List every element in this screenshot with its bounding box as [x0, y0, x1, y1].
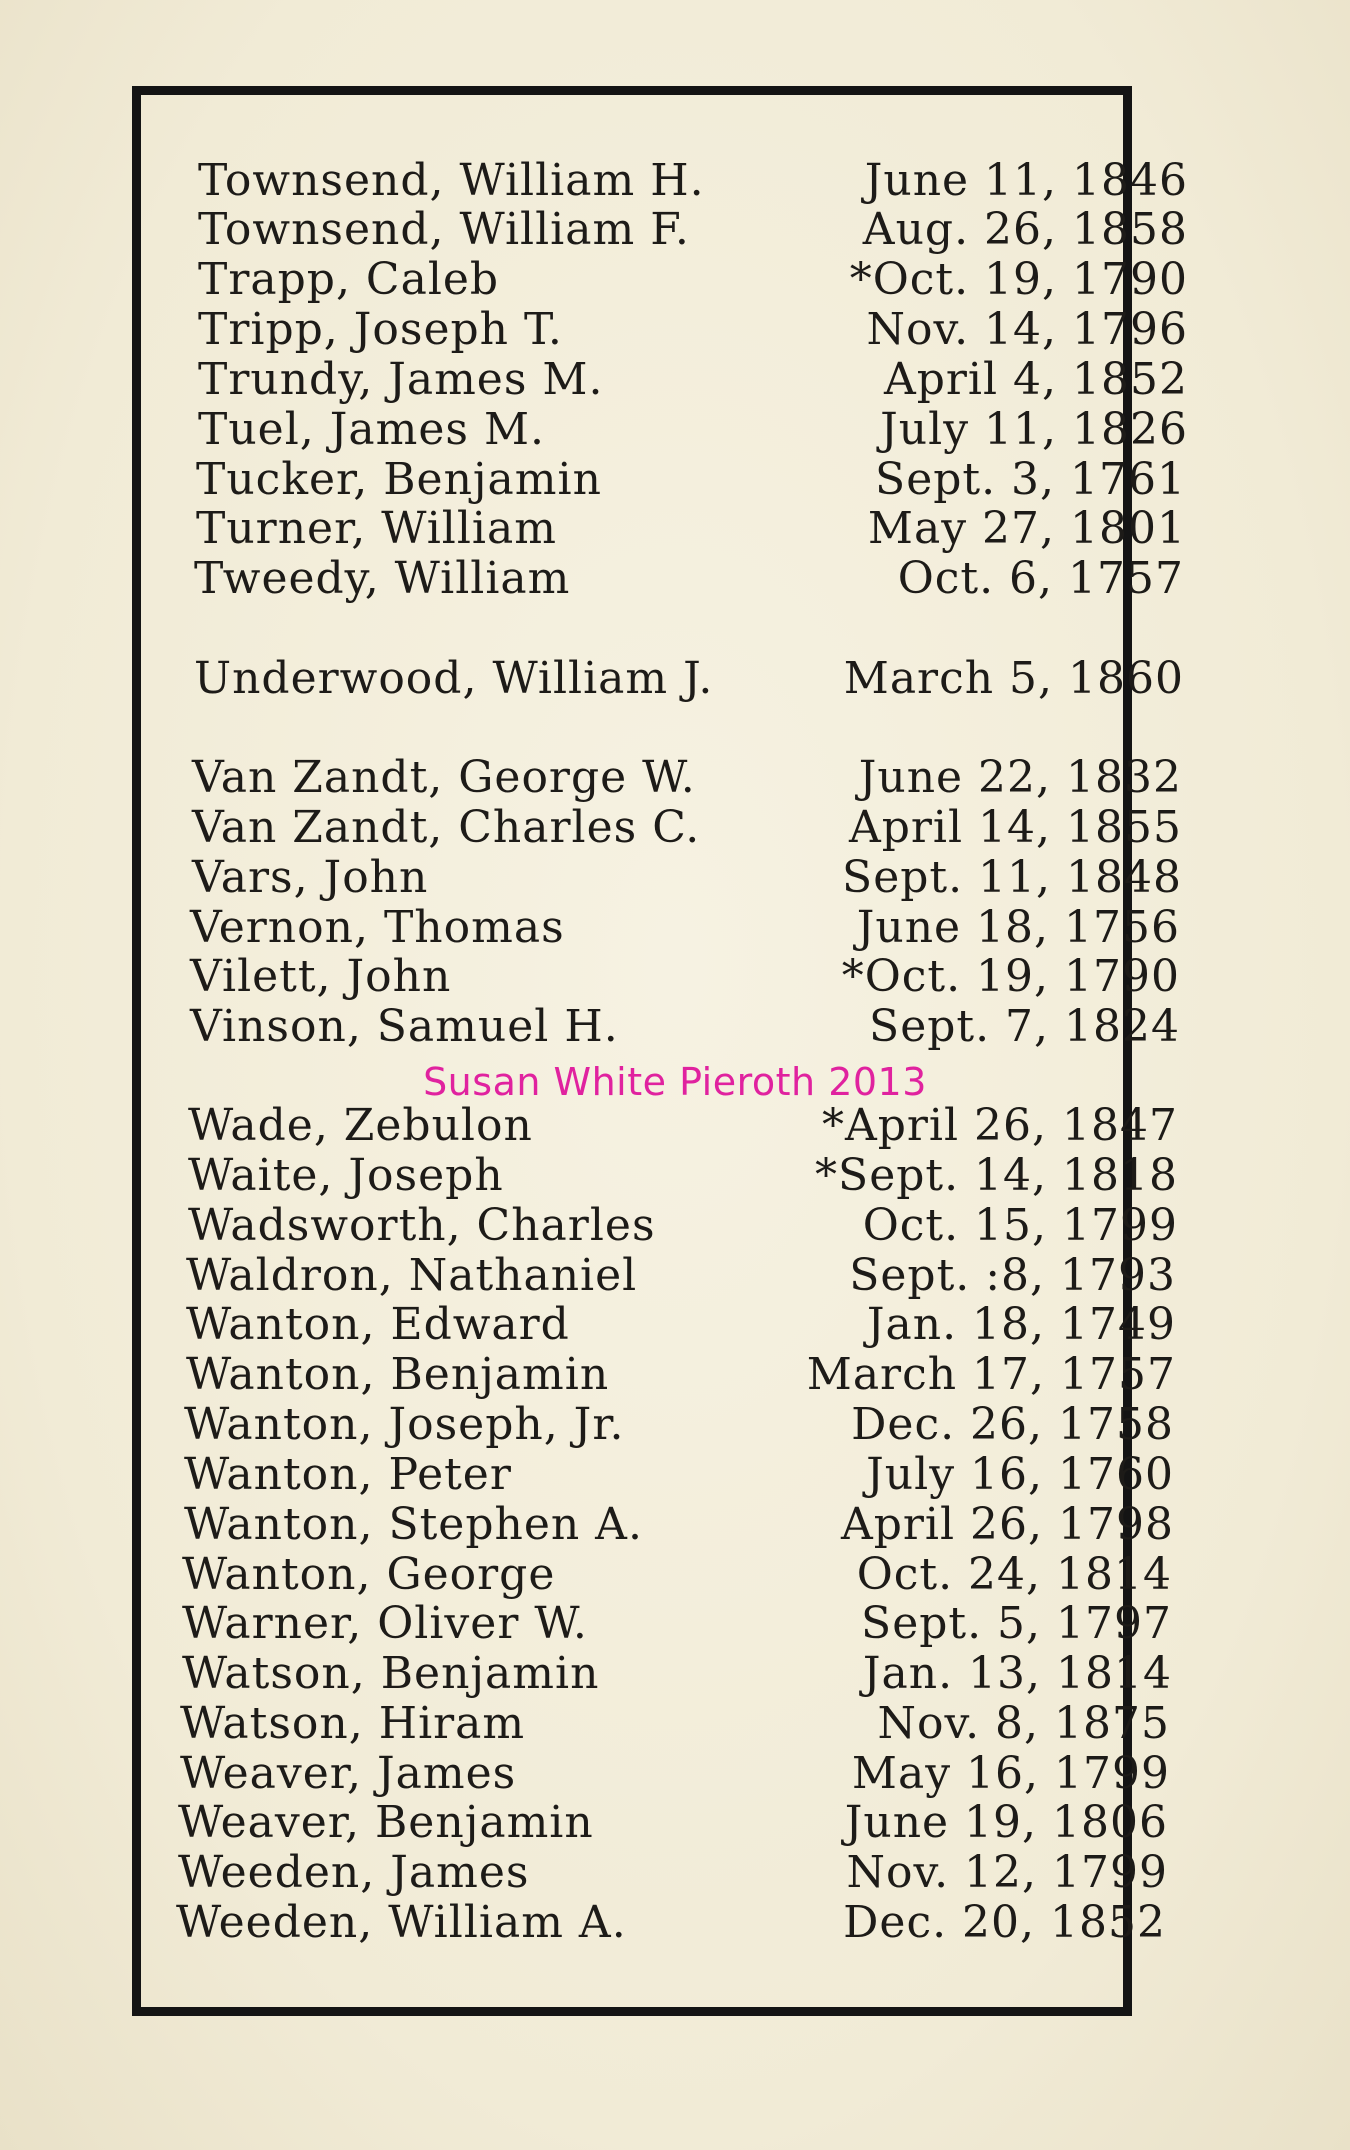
list-item [190, 1002, 1180, 1052]
list-item [186, 1300, 1176, 1350]
entry-name: Wanton, Joseph, Jr. [184, 1399, 625, 1450]
entry-name: Wanton, Peter [184, 1449, 512, 1500]
entry-name: Vernon, Thomas [190, 902, 565, 953]
list-item [180, 1749, 1170, 1799]
entry-date: Jan. 18, 1749 [866, 1299, 1176, 1350]
entry-date: June 19, 1806 [844, 1797, 1168, 1848]
list-item [178, 1848, 1168, 1898]
entry-name: Weaver, James [180, 1748, 517, 1799]
list-item [188, 1201, 1178, 1251]
entry-name: Townsend, William F. [198, 204, 690, 255]
entry-date: June 22, 1832 [858, 752, 1182, 803]
entry-name: Wanton, Benjamin [186, 1349, 610, 1400]
entry-date: May 16, 1799 [851, 1748, 1170, 1799]
entry-date: June 18, 1756 [856, 902, 1180, 953]
entry-date: April 26, 1798 [840, 1499, 1174, 1550]
entry-date: Sept. 7, 1824 [869, 1001, 1180, 1052]
list-item [182, 1649, 1172, 1699]
list-item [178, 1798, 1168, 1848]
list-item [190, 952, 1180, 1002]
entry-name: Warner, Oliver W. [182, 1598, 588, 1649]
entry-name: Trapp, Caleb [198, 254, 500, 305]
entry-date: Nov. 8, 1875 [877, 1698, 1170, 1749]
entry-date: Nov. 12, 1799 [846, 1847, 1168, 1898]
entry-date: *Oct. 19, 1790 [841, 951, 1180, 1002]
list-item [198, 156, 1188, 206]
entry-date: Aug. 26, 1858 [862, 204, 1188, 255]
entry-date: Dec. 20, 1852 [843, 1897, 1166, 1948]
list-item [192, 853, 1182, 903]
entry-name: Tweedy, William [194, 553, 571, 604]
list-item [198, 305, 1188, 355]
entry-name: Vilett, John [190, 951, 452, 1002]
watermark-text: Susan White Pieroth 2013 [423, 1060, 927, 1104]
entry-name: Watson, Benjamin [182, 1648, 600, 1699]
entry-date: Nov. 14, 1796 [866, 304, 1188, 355]
list-item [198, 355, 1188, 405]
entry-date: Sept. 11, 1848 [842, 852, 1182, 903]
entry-date: Sept. 3, 1761 [875, 454, 1186, 505]
entry-date: March 5, 1860 [843, 653, 1184, 704]
entry-name: Tucker, Benjamin [196, 454, 602, 505]
entry-date: June 11, 1846 [864, 155, 1188, 206]
entry-date: Oct. 24, 1814 [856, 1549, 1172, 1600]
entry-date: July 11, 1826 [880, 404, 1188, 455]
entry-date: Oct. 6, 1757 [897, 553, 1184, 604]
entry-date: Dec. 26, 1758 [851, 1399, 1174, 1450]
entry-name: Trundy, James M. [198, 354, 604, 405]
list-item [188, 1101, 1178, 1151]
entry-date: March 17, 1757 [806, 1349, 1176, 1400]
list-item [180, 1699, 1170, 1749]
list-item [192, 803, 1182, 853]
entry-name: Wanton, George [182, 1549, 556, 1600]
list-item [190, 903, 1180, 953]
list-item [194, 654, 1184, 704]
entry-date: April 4, 1852 [883, 354, 1188, 405]
entry-name: Townsend, William H. [198, 155, 705, 206]
list-item [186, 1251, 1176, 1301]
entry-date: *Sept. 14, 1818 [815, 1150, 1178, 1201]
entry-name: Underwood, William J. [194, 653, 714, 704]
entry-date: *Oct. 19, 1790 [849, 254, 1188, 305]
entry-name: Van Zandt, George W. [192, 752, 696, 803]
list-item [186, 1350, 1176, 1400]
entry-date: May 27, 1801 [867, 503, 1186, 554]
list-item [194, 554, 1184, 604]
entry-name: Wadsworth, Charles [188, 1200, 656, 1251]
entry-name: Weaver, Benjamin [178, 1797, 594, 1848]
entry-date: Sept. :8, 1793 [849, 1250, 1176, 1301]
entry-name: Weeden, James [178, 1847, 530, 1898]
entry-name: Watson, Hiram [180, 1698, 526, 1749]
entry-date: July 16, 1760 [866, 1449, 1174, 1500]
list-item [198, 255, 1188, 305]
entry-name: Wanton, Stephen A. [184, 1499, 643, 1550]
list-item [184, 1450, 1174, 1500]
list-item [184, 1500, 1174, 1550]
entry-name: Waite, Joseph [188, 1150, 504, 1201]
entry-date: Oct. 15, 1799 [862, 1200, 1178, 1251]
list-item [182, 1599, 1172, 1649]
entry-name: Tuel, James M. [198, 404, 546, 455]
entry-date: Sept. 5, 1797 [861, 1598, 1172, 1649]
entry-name: Wade, Zebulon [188, 1100, 533, 1151]
list-item [198, 405, 1188, 455]
entry-name: Weeden, William A. [176, 1897, 627, 1948]
entry-date: April 14, 1855 [848, 802, 1182, 853]
entry-name: Vinson, Samuel H. [190, 1001, 619, 1052]
list-item [188, 1151, 1178, 1201]
entry-name: Vars, John [192, 852, 429, 903]
entry-name: Van Zandt, Charles C. [192, 802, 701, 853]
list-item [196, 504, 1186, 554]
entry-date: *April 26, 1847 [821, 1100, 1178, 1151]
list-item [198, 205, 1188, 255]
entry-date: Jan. 13, 1814 [862, 1648, 1172, 1699]
list-item [176, 1898, 1166, 1948]
entry-name: Waldron, Nathaniel [186, 1250, 638, 1301]
entry-name: Wanton, Edward [186, 1299, 570, 1350]
list-item [182, 1550, 1172, 1600]
list-item [196, 455, 1186, 505]
entry-name: Tripp, Joseph T. [198, 304, 563, 355]
list-item [184, 1400, 1174, 1450]
list-item [192, 753, 1182, 803]
entry-name: Turner, William [196, 503, 557, 554]
